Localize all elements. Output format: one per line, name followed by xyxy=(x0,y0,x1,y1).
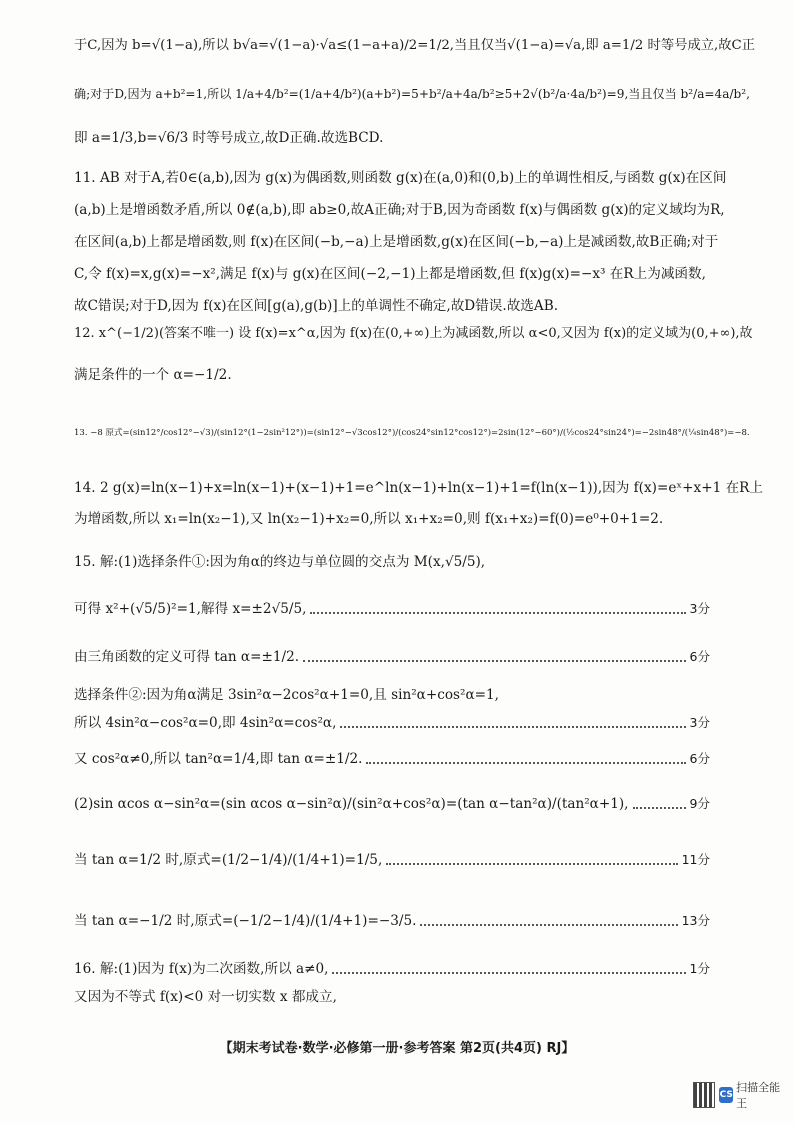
text-line: 15. 解:(1)选择条件①:因为角α的终边与单位圆的交点为 M(x,√5/5), xyxy=(74,554,486,570)
score-points: 13分 xyxy=(681,913,710,928)
score-points: 11分 xyxy=(681,852,710,867)
score-points: 3分 xyxy=(689,715,710,730)
text-line: 确;对于D,因为 a+b²=1,所以 1/a+4/b²=(1/a+4/b²)(a+b²)=5+b²/a+4a/b²≥5+2√(b²/a·4a/b²)=9,当且仅当 b²/a=4a/b², xyxy=(74,87,750,101)
score-line xyxy=(74,600,710,618)
score-points: 6分 xyxy=(689,649,710,664)
camscanner-logo-icon: CS xyxy=(719,1087,733,1103)
text-line: 12. x^(−1/2)(答案不唯一) 设 f(x)=x^α,因为 f(x)在(0,+∞)上为减函数,所以 α<0,又因为 f(x)的定义域为(0,+∞),故 xyxy=(74,326,753,341)
scanner-brand-name: 扫描全能王 xyxy=(736,1081,781,1110)
score-line-text: 可得 x²+(√5/5)²=1,解得 x=±2√5/5, xyxy=(74,601,307,617)
text-line: 即 a=1/3,b=√6/3 时等号成立,故D正确.故选BCD. xyxy=(74,130,384,146)
score-points: 1分 xyxy=(689,961,710,976)
text-line: 选择条件②:因为角α满足 3sin²α−2cos²α+1=0,且 sin²α+cos²α=1, xyxy=(74,687,499,703)
leader-dots xyxy=(420,924,677,926)
text-line: 14. 2 g(x)=ln(x−1)+x=ln(x−1)+(x−1)+1=e^ln(x−1)+ln(x−1)+1=f(ln(x−1)),因为 f(x)=eˣ+x+1 在R上 xyxy=(74,480,763,496)
score-points: 6分 xyxy=(689,751,710,766)
leader-dots xyxy=(633,807,686,809)
text-line: 13. −8 原式=(sin12°/cos12°−√3)/(sin12°(1−2sin²12°))=(sin12°−√3cos12°)/(cos24°sin12°cos12°)=2sin(12°−60°)/(½cos24°sin24°)=−2sin48°/(¼sin48°)=−8. xyxy=(74,428,750,438)
text-line: 满足条件的一个 α=−1/2. xyxy=(74,367,232,383)
score-points: 9分 xyxy=(689,796,710,811)
leader-dots xyxy=(310,612,685,614)
scanner-badge xyxy=(693,1081,783,1109)
text-line: 在区间(a,b)上都是增函数,则 f(x)在区间(−b,−a)上是增函数,g(x)在区间(−b,−a)上是减函数,故B正确;对于 xyxy=(74,234,719,250)
score-line xyxy=(74,750,710,768)
qr-code-icon xyxy=(693,1082,715,1108)
score-line-text: (2)sin αcos α−sin²α=(sin αcos α−sin²α)/(sin²α+cos²α)=(tan α−tan²α)/(tan²α+1), xyxy=(74,796,629,812)
text-line: 故C错误;对于D,因为 f(x)在区间[g(a),g(b)]上的单调性不确定,故D错误.故选AB. xyxy=(74,298,559,314)
score-line-text: 当 tan α=1/2 时,原式=(1/2−1/4)/(1/4+1)=1/5, xyxy=(74,852,383,868)
text-line: 11. AB 对于A,若0∈(a,b),因为 g(x)为偶函数,则函数 g(x)在(a,0)和(0,b)上的单调性相反,与函数 g(x)在区间 xyxy=(74,170,727,186)
text-line: 为增函数,所以 x₁=ln(x₂−1),又 ln(x₂−1)+x₂=0,所以 x₁+x₂=0,则 f(x₁+x₂)=f(0)=e⁰+0+1=2. xyxy=(74,511,664,527)
score-line xyxy=(74,851,710,869)
text-line: C,令 f(x)=x,g(x)=−x²,满足 f(x)与 g(x)在区间(−2,−1)上都是增函数,但 f(x)g(x)=−x³ 在R上为减函数, xyxy=(74,266,706,282)
leader-dots xyxy=(340,726,685,728)
score-line-text: 由三角函数的定义可得 tan α=±1/2. xyxy=(74,649,300,665)
text-line: 于C,因为 b=√(1−a),所以 b√a=√(1−a)·√a≤(1−a+a)/2=1/2,当且仅当√(1−a)=√a,即 a=1/2 时等号成立,故C正 xyxy=(74,38,756,53)
text-line: (a,b)上是增函数矛盾,所以 0∉(a,b),即 ab≥0,故A正确;对于B,因为奇函数 f(x)与偶函数 g(x)的定义域均为R, xyxy=(74,202,725,218)
score-line xyxy=(74,714,710,732)
score-line xyxy=(74,795,710,813)
score-points: 3分 xyxy=(689,601,710,616)
score-line xyxy=(74,912,710,930)
score-line-text: 所以 4sin²α−cos²α=0,即 4sin²α=cos²α, xyxy=(74,715,337,731)
text-line: 又因为不等式 f(x)<0 对一切实数 x 都成立, xyxy=(74,989,337,1005)
leader-dots xyxy=(332,972,685,974)
score-line xyxy=(74,648,710,666)
page-footer: 【期末考试卷·数学·必修第一册·参考答案 第2页(共4页) RJ】 xyxy=(219,1041,575,1056)
score-line-text: 16. 解:(1)因为 f(x)为二次函数,所以 a≠0, xyxy=(74,961,329,977)
score-line-text: 又 cos²α≠0,所以 tan²α=1/4,即 tan α=±1/2. xyxy=(74,751,363,767)
leader-dots xyxy=(303,660,685,662)
score-line xyxy=(74,960,710,978)
leader-dots xyxy=(386,863,677,865)
leader-dots xyxy=(366,762,685,764)
score-line-text: 当 tan α=−1/2 时,原式=(−1/2−1/4)/(1/4+1)=−3/5. xyxy=(74,913,417,929)
